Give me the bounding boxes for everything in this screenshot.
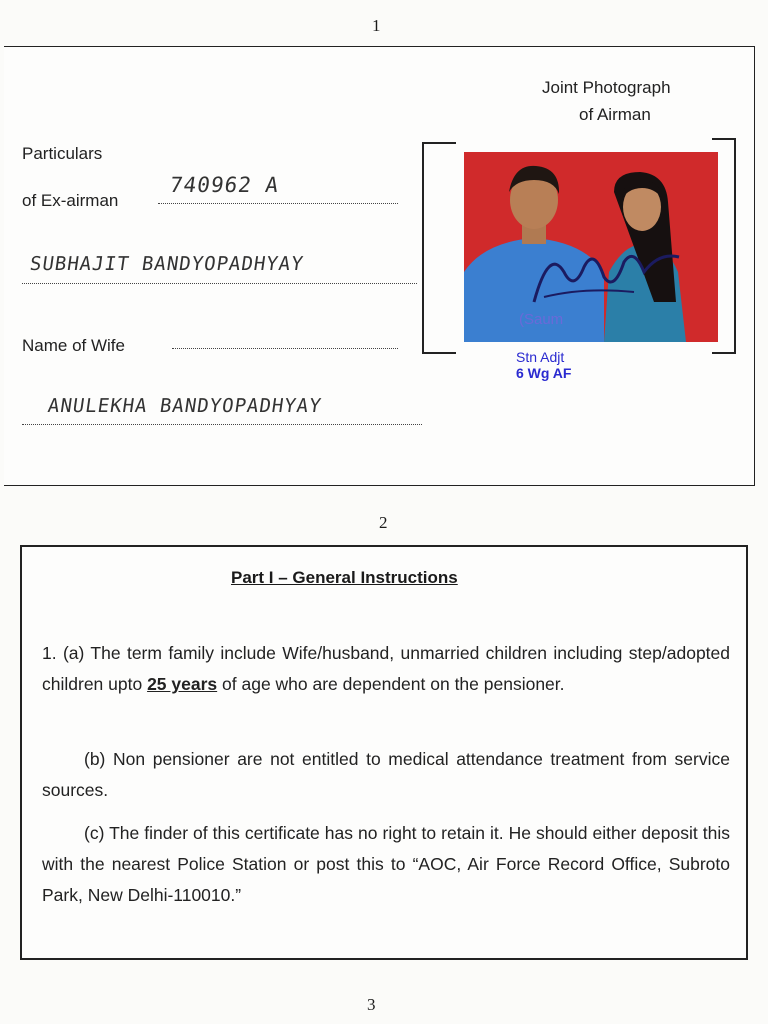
instruction-a-text-2: of age who are dependent on the pensioner. [217, 674, 565, 694]
instruction-a-emphasis: 25 years [147, 674, 218, 694]
particulars-label: Particulars [22, 144, 103, 163]
photo-bracket-left [422, 142, 456, 354]
instruction-c: (c) The finder of this certificate has no right to retain it. He should either deposit this with the nearest Police Station or post this to “AOC, Air Force Record Office, Subroto Park, New Delhi-110010.” [42, 823, 730, 905]
photo-caption-line2: of Airman [579, 105, 651, 124]
instructions-title: Part I – General Instructions [231, 568, 458, 587]
ex-airman-label: of Ex-airman [22, 191, 119, 210]
photo-caption-line1: Joint Photograph [542, 78, 671, 97]
wife-name-line-2 [22, 424, 422, 425]
airman-name: SUBHAJIT BANDYOPADHYAY [28, 253, 306, 275]
service-number-line [158, 203, 398, 204]
stamp-line-2: Stn Adjt [516, 349, 565, 365]
wife-name: ANULEKHA BANDYOPADHYAY [46, 395, 324, 417]
stamp-line-3: 6 Wg AF [516, 365, 572, 381]
airman-name-line [22, 283, 417, 284]
instruction-a [42, 638, 730, 700]
joint-photograph [464, 152, 718, 342]
wife-name-line-1 [172, 348, 398, 349]
wife-label: Name of Wife [22, 336, 125, 355]
instruction-b: (b) Non pensioner are not entitled to medical attendance treatment from service sources. [42, 749, 730, 800]
page-number-2: 2 [379, 513, 388, 532]
instruction-a-text-1: 1. (a) The term family include Wife/husband, unmarried children including step/adopted children upto [42, 643, 730, 694]
couple-photo-illustration [464, 152, 718, 342]
stamp-line-1: (Saum [519, 311, 564, 328]
service-number: 740962 A [168, 173, 281, 197]
page-number-1: 1 [372, 16, 381, 35]
page-number-3: 3 [367, 995, 376, 1014]
